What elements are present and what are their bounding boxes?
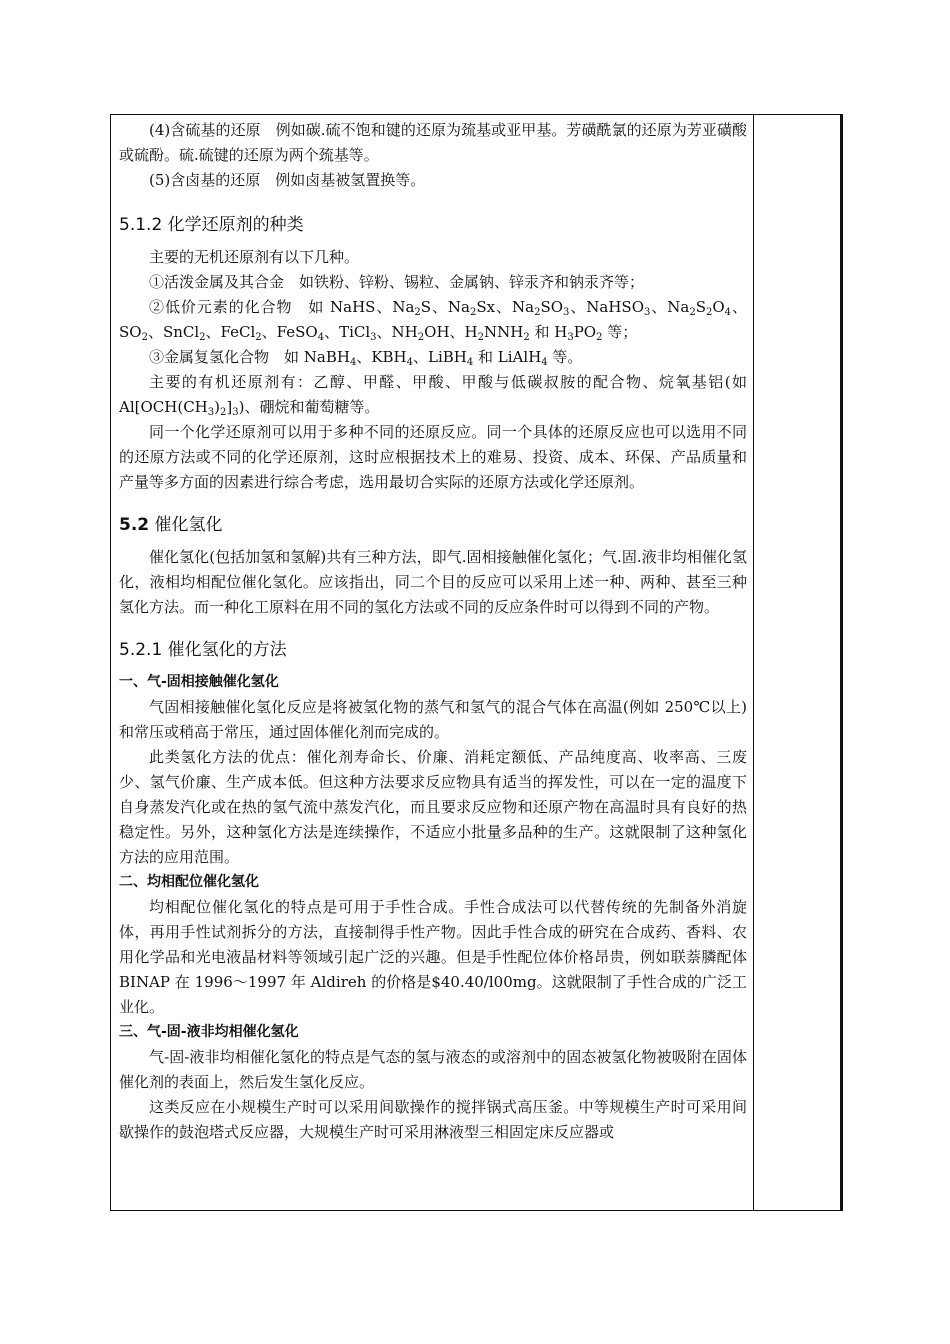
subscript: 2 [534, 307, 541, 318]
paragraph-gas-solid-liquid-2: 这类反应在小规模生产时可以采用间歇操作的搅拌锅式高压釜。中等规模生产时可采用间歇操作的鼓泡塔式反应器，大规模生产时可采用淋液型三相固定床反应器或 [119, 1098, 747, 1141]
paragraph-organic-reductants: 主要的有机还原剂有：乙醇、甲醛、甲酸、甲酸与低碳叔胺的配合物、烷氧基铝(如 $Al[OCH(CH_3)_2]_3$)、硼烷和葡萄糖等。 [119, 373, 747, 418]
paragraph-catalytic-hydrogenation: 催化氢化(包括加氢和氢解)共有三种方法，即气.固相接触催化氢化；气.固.液非均相催化氢化，液相均相配位催化氢化。应该指出，同二个目的反应可以采用上述一种、两种、甚至三种氢化方法。而一种化工原料在用不同的氢化方法或不同的反应条件时可以得到不同的产物。 [119, 548, 747, 616]
heading-5-1-2: 5.1.2 化学还原剂的种类 [119, 215, 304, 235]
list-item-active-metals: ①活泼金属及其合金 如铁粉、锌粉、锡粒、金属钠、锌汞齐和钠汞齐等； [149, 273, 645, 291]
heading-5-2-1: 5.2.1 催化氢化的方法 [119, 640, 287, 660]
paragraph-inorganic-intro: 主要的无机还原剂有以下几种。 [149, 248, 360, 266]
subheading-gas-solid: 一、气-固相接触催化氢化 [119, 674, 279, 690]
subscript: 2 [596, 332, 603, 343]
heading-5-2 [119, 513, 747, 537]
subscript: 4 [317, 332, 325, 343]
subscript: 2 [705, 307, 713, 318]
paragraph-reductant-selection: 同一个化学还原剂可以用于多种不同的还原反应。同一个具体的还原反应也可以选用不同的还原方法或不同的化学还原剂，这时应根据技术上的难易、投资、成本、环保、产品质量和产量等多方面的因素进行综合考虑，选用最切合实际的还原方法或化学还原剂。 [119, 423, 747, 491]
subheading-homogeneous: 二、均相配位催化氢化 [119, 874, 259, 890]
subscript: 2 [141, 332, 148, 343]
subscript: 4 [406, 357, 414, 368]
page-frame [110, 114, 843, 1211]
subscript: 2 [470, 307, 477, 318]
subscript: 3 [567, 332, 574, 343]
list-item-low-valence-compounds: ②低价元素的化合物 如 NaHS、$Na_2S$、$Na_2Sx$、$Na_2SO_3$、NaHSO$_3$、$Na_2S_2O_4$、$SO_2$、SnCl$_2$、FeCl$_2$、FeSO$_4$、TiCl$_3$、$NH_2OH$、$H_2NNH_2$ 和 $H_3PO_2$ 等； [119, 298, 747, 343]
subscript: 3 [207, 407, 215, 418]
heading-title: 催化氢化 [149, 515, 223, 535]
subscript: 2 [199, 332, 206, 343]
subscript: 2 [417, 332, 425, 343]
paragraph-gas-solid-2: 此类氢化方法的优点：催化剂寿命长、价廉、消耗定额低、产品纯度高、收率高、三废少、氢气价廉、生产成本低。但这种方法要求反应物具有适当的挥发性，可以在一定的温度下自身蒸发汽化或在热的氢气流中蒸发汽化，而且要求反应物和还原产物在高温时具有良好的热稳定性。另外，这种氢化方法是连续操作，不适应小批量多品种的生产。这就限制了这种氢化方法的应用范围。 [119, 748, 747, 866]
list-item-metal-hydrides: ③金属复氢化合物 如 NaBH$_4$、$KBH_4$、LiBH$_4$ 和 LiAlH$_4$ 等。 [149, 348, 583, 368]
subheading-gas-solid-liquid: 三、气-固-液非均相催化氢化 [119, 1024, 299, 1040]
subscript: 2 [689, 307, 696, 318]
paragraph-gas-solid-liquid-1: 气-固-液非均相催化氢化的特点是气态的氢与液态的或溶剂中的固态被氢化物被吸附在固体催化剂的表面上，然后发生氢化反应。 [119, 1048, 747, 1091]
subscript: 4 [541, 357, 548, 368]
subscript: 3 [644, 307, 651, 318]
paragraph-homogeneous: 均相配位催化氢化的特点是可用于手性合成。手性合成法可以代替传统的先制备外消旋体，再用手性试剂拆分的方法，直接制得手性产物。因此手性合成的研究在合成药、香料、农用化学品和光电液晶材料等领域引起广泛的兴趣。但是手性配位体价格昂贵，例如联萘膦配体 BINAP 在 1996～1997 年 Aldireh 的价格是$40.40/l00mg。这就限制了手性合成的广泛工业化。 [119, 898, 747, 1016]
subscript: 2 [477, 332, 484, 343]
subscript: 4 [349, 357, 357, 368]
subscript: 4 [724, 307, 732, 318]
heading-number: 5.2 [119, 515, 150, 535]
paragraph-sulfur-reduction: (4)含硫基的还原 例如碳.硫不饱和键的还原为巯基或亚甲基。芳磺酰氯的还原为芳亚磺酸或硫酚。硫.硫键的还原为两个巯基等。 [119, 121, 747, 164]
subscript: 3 [232, 407, 239, 418]
subscript: 4 [466, 357, 474, 368]
main-column [119, 118, 747, 1145]
subscript: 3 [563, 307, 570, 318]
notes-column [754, 115, 840, 1210]
subscript: 2 [255, 332, 262, 343]
paragraph-gas-solid-1: 气固相接触催化氢化反应是将被氢化物的蒸气和氢气的混合气体在高温(例如 250℃以上)和常压或稍高于常压，通过固体催化剂而完成的。 [119, 698, 747, 741]
subscript: 2 [219, 407, 227, 418]
subscript: 2 [523, 332, 530, 343]
subscript: 2 [414, 307, 421, 318]
paragraph-halogen-reduction: (5)含卤基的还原 例如卤基被氢置换等。 [149, 171, 426, 189]
subscript: 3 [370, 332, 377, 343]
